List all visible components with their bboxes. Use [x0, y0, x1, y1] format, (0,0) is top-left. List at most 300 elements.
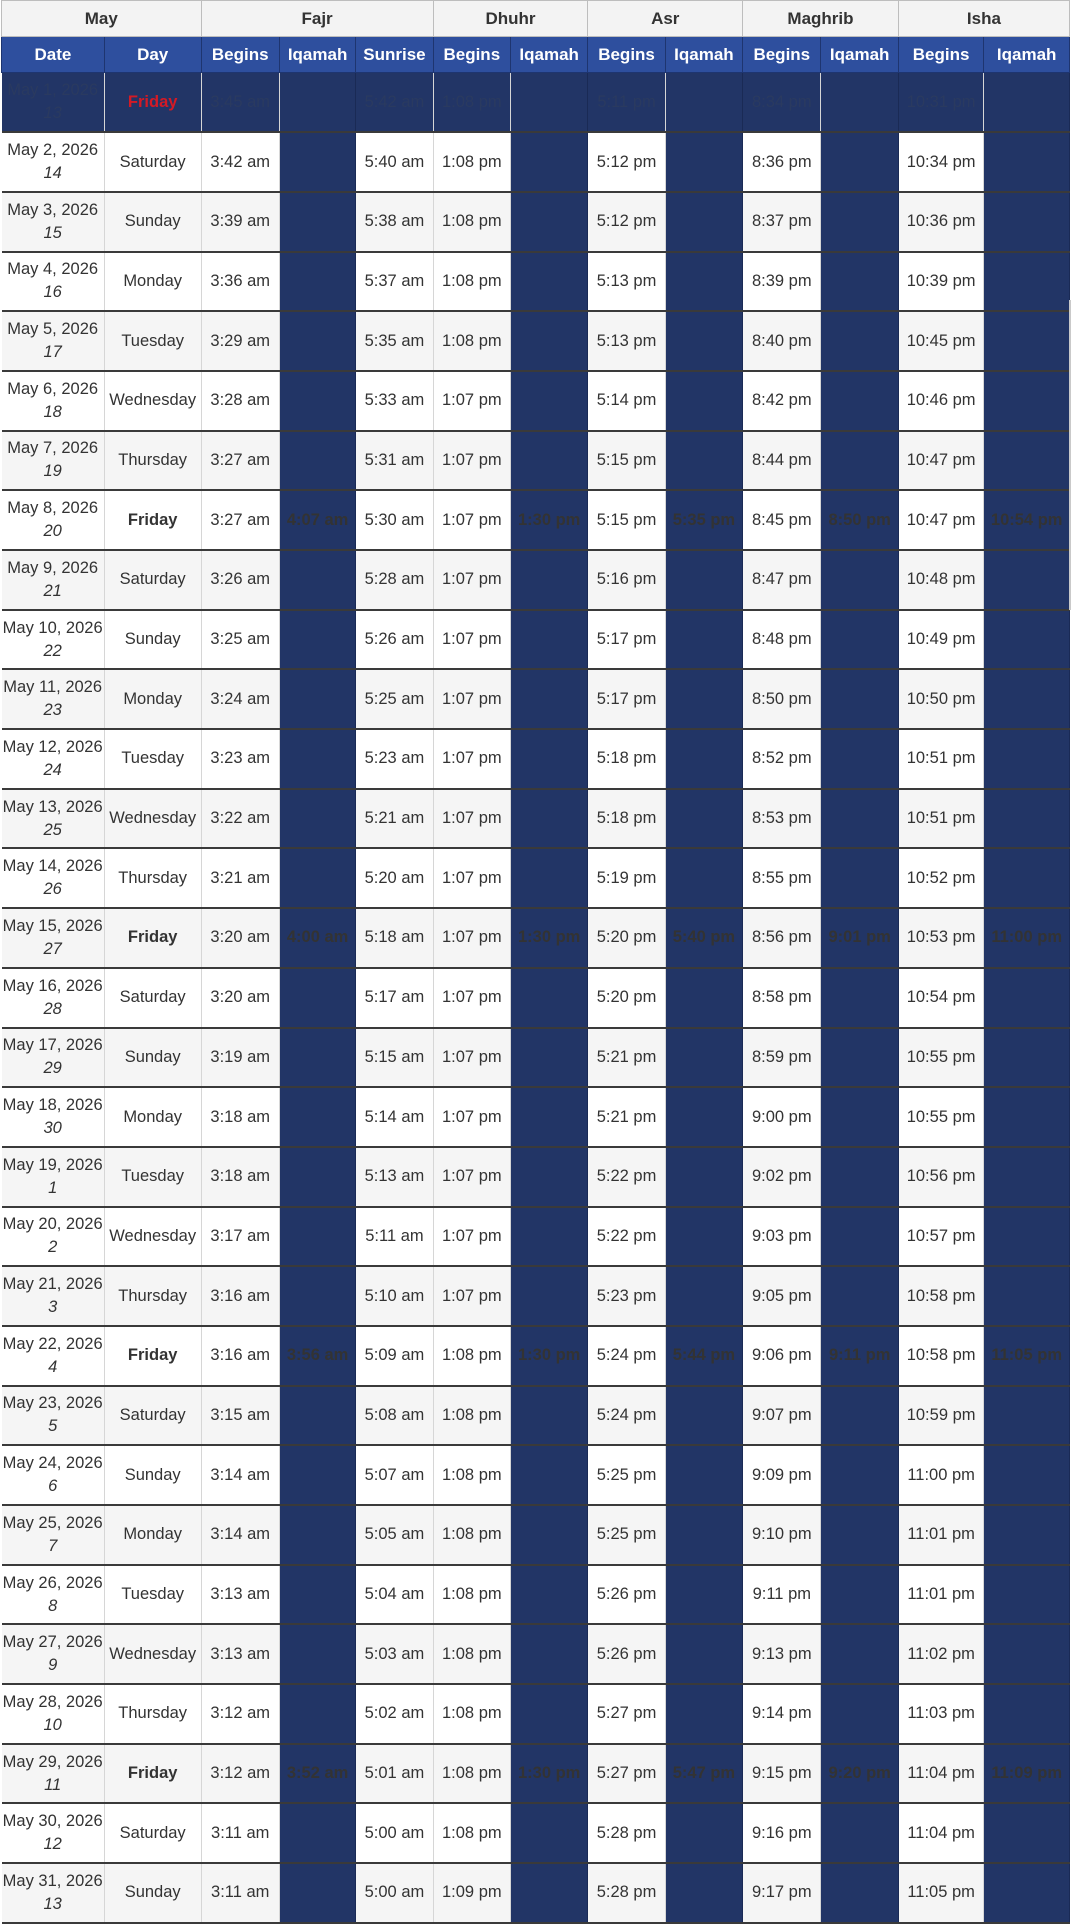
fajr-begins-cell: 3:28 am [201, 371, 279, 431]
sunrise-cell: 5:14 am [356, 1087, 433, 1147]
sunrise-cell: 5:21 am [356, 789, 433, 849]
asr-iqamah-cell: 5:44 pm [665, 1326, 742, 1386]
isha-iqamah-cell: 11:00 pm [984, 908, 1070, 968]
col-header-day: Day [104, 37, 201, 73]
day-cell: Friday [104, 490, 201, 550]
hijri-day: 13 [43, 1894, 62, 1913]
gregorian-date: May 30, 2026 [2, 1812, 103, 1831]
col-header-fajr-iqamah: Iqamah [279, 37, 355, 73]
hijri-day: 3 [48, 1298, 58, 1317]
date-cell [2, 1624, 105, 1684]
isha-iqamah-cell [984, 729, 1070, 789]
table-row [2, 610, 1070, 670]
day-cell: Tuesday [104, 1565, 201, 1625]
day-cell: Sunday [104, 1445, 201, 1505]
date-cell [2, 490, 105, 550]
isha-iqamah-cell [984, 1087, 1070, 1147]
table-row [2, 1505, 1070, 1565]
dhuhr-iqamah-cell [511, 1684, 588, 1744]
fajr-iqamah-cell [279, 1803, 355, 1863]
isha-iqamah-cell [984, 1684, 1070, 1744]
asr-begins-cell: 5:15 pm [588, 431, 665, 491]
isha-iqamah-cell [984, 1445, 1070, 1505]
date-cell [2, 848, 105, 908]
sunrise-cell: 5:03 am [356, 1624, 433, 1684]
table-row [2, 1684, 1070, 1744]
table-row [2, 1863, 1070, 1923]
isha-begins-cell: 10:31 pm [898, 73, 984, 133]
dhuhr-begins-cell: 1:08 pm [433, 1624, 510, 1684]
gregorian-date: May 8, 2026 [7, 499, 99, 518]
isha-iqamah-cell: 11:05 pm [984, 1326, 1070, 1386]
maghrib-begins-cell: 9:09 pm [743, 1445, 821, 1505]
date-cell [2, 1266, 105, 1326]
sunrise-cell: 5:00 am [356, 1863, 433, 1923]
date-cell [2, 252, 105, 312]
asr-begins-cell: 5:22 pm [588, 1207, 665, 1267]
col-header-sunrise: Sunrise [356, 37, 433, 73]
asr-begins-cell: 5:20 pm [588, 968, 665, 1028]
dhuhr-begins-cell: 1:07 pm [433, 1087, 510, 1147]
fajr-iqamah-cell [279, 1863, 355, 1923]
group-header-month: May [2, 1, 202, 37]
fajr-begins-cell: 3:39 am [201, 192, 279, 252]
maghrib-iqamah-cell: 9:01 pm [821, 908, 898, 968]
dhuhr-begins-cell: 1:07 pm [433, 371, 510, 431]
isha-iqamah-cell [984, 1028, 1070, 1088]
hijri-day: 8 [48, 1596, 58, 1615]
gregorian-date: May 16, 2026 [2, 976, 103, 995]
asr-begins-cell: 5:25 pm [588, 1445, 665, 1505]
maghrib-iqamah-cell [821, 1386, 898, 1446]
asr-iqamah-cell [665, 1684, 742, 1744]
isha-iqamah-cell [984, 1863, 1070, 1923]
sunrise-cell: 5:05 am [356, 1505, 433, 1565]
maghrib-begins-cell: 8:39 pm [743, 252, 821, 312]
dhuhr-begins-cell: 1:07 pm [433, 669, 510, 729]
date-cell [2, 729, 105, 789]
sunrise-cell: 5:07 am [356, 1445, 433, 1505]
maghrib-iqamah-cell: 9:11 pm [821, 1326, 898, 1386]
asr-iqamah-cell [665, 789, 742, 849]
asr-iqamah-cell [665, 1087, 742, 1147]
dhuhr-begins-cell: 1:08 pm [433, 132, 510, 192]
sunrise-cell: 5:15 am [356, 1028, 433, 1088]
isha-begins-cell: 10:58 pm [898, 1266, 984, 1326]
day-cell: Tuesday [104, 729, 201, 789]
isha-begins-cell: 10:53 pm [898, 908, 984, 968]
isha-iqamah-cell [984, 1386, 1070, 1446]
day-cell: Saturday [104, 1386, 201, 1446]
asr-begins-cell: 5:19 pm [588, 848, 665, 908]
group-header-dhuhr: Dhuhr [433, 1, 588, 37]
maghrib-begins-cell: 9:16 pm [743, 1803, 821, 1863]
date-cell [2, 1028, 105, 1088]
asr-iqamah-cell [665, 132, 742, 192]
isha-begins-cell: 10:34 pm [898, 132, 984, 192]
asr-begins-cell: 5:12 pm [588, 132, 665, 192]
gregorian-date: May 19, 2026 [2, 1155, 103, 1174]
date-cell [2, 431, 105, 491]
dhuhr-iqamah-cell [511, 610, 588, 670]
asr-iqamah-cell [665, 1505, 742, 1565]
asr-iqamah-cell [665, 1624, 742, 1684]
asr-iqamah-cell [665, 431, 742, 491]
day-cell: Monday [104, 669, 201, 729]
hijri-day: 24 [43, 760, 62, 779]
dhuhr-begins-cell: 1:07 pm [433, 729, 510, 789]
sunrise-cell: 5:31 am [356, 431, 433, 491]
fajr-iqamah-cell [279, 968, 355, 1028]
asr-iqamah-cell [665, 610, 742, 670]
fajr-begins-cell: 3:19 am [201, 1028, 279, 1088]
table-row [2, 311, 1070, 371]
dhuhr-iqamah-cell [511, 1624, 588, 1684]
gregorian-date: May 6, 2026 [7, 379, 99, 398]
dhuhr-begins-cell: 1:07 pm [433, 789, 510, 849]
isha-iqamah-cell [984, 431, 1070, 491]
fajr-iqamah-cell [279, 73, 355, 133]
fajr-iqamah-cell [279, 1505, 355, 1565]
table-row [2, 1744, 1070, 1804]
isha-begins-cell: 11:01 pm [898, 1505, 984, 1565]
sunrise-cell: 5:38 am [356, 192, 433, 252]
isha-iqamah-cell [984, 1266, 1070, 1326]
isha-iqamah-cell [984, 550, 1070, 610]
dhuhr-begins-cell: 1:07 pm [433, 610, 510, 670]
maghrib-begins-cell: 8:55 pm [743, 848, 821, 908]
maghrib-iqamah-cell [821, 669, 898, 729]
dhuhr-iqamah-cell: 1:30 pm [511, 490, 588, 550]
maghrib-begins-cell: 8:37 pm [743, 192, 821, 252]
hijri-day: 27 [43, 939, 62, 958]
fajr-begins-cell: 3:20 am [201, 968, 279, 1028]
day-cell: Friday [104, 73, 201, 133]
fajr-begins-cell: 3:11 am [201, 1863, 279, 1923]
asr-begins-cell: 5:13 pm [588, 311, 665, 371]
date-cell [2, 73, 105, 133]
gregorian-date: May 25, 2026 [2, 1513, 103, 1532]
maghrib-iqamah-cell [821, 431, 898, 491]
asr-iqamah-cell [665, 192, 742, 252]
dhuhr-begins-cell: 1:07 pm [433, 1207, 510, 1267]
asr-iqamah-cell [665, 1266, 742, 1326]
fajr-iqamah-cell [279, 1207, 355, 1267]
isha-iqamah-cell: 11:09 pm [984, 1744, 1070, 1804]
maghrib-iqamah-cell [821, 550, 898, 610]
date-cell [2, 610, 105, 670]
asr-iqamah-cell: 5:40 pm [665, 908, 742, 968]
day-cell: Tuesday [104, 311, 201, 371]
fajr-begins-cell: 3:26 am [201, 550, 279, 610]
day-cell: Thursday [104, 1684, 201, 1744]
asr-begins-cell: 5:24 pm [588, 1386, 665, 1446]
dhuhr-iqamah-cell [511, 1147, 588, 1207]
sunrise-cell: 5:30 am [356, 490, 433, 550]
table-row [2, 73, 1070, 133]
dhuhr-begins-cell: 1:08 pm [433, 1684, 510, 1744]
asr-begins-cell: 5:15 pm [588, 490, 665, 550]
asr-begins-cell: 5:18 pm [588, 729, 665, 789]
maghrib-iqamah-cell [821, 1087, 898, 1147]
gregorian-date: May 22, 2026 [2, 1334, 103, 1353]
day-cell: Saturday [104, 550, 201, 610]
fajr-begins-cell: 3:22 am [201, 789, 279, 849]
fajr-iqamah-cell [279, 1028, 355, 1088]
isha-begins-cell: 10:51 pm [898, 789, 984, 849]
sunrise-cell: 5:13 am [356, 1147, 433, 1207]
asr-iqamah-cell [665, 1863, 742, 1923]
hijri-day: 5 [48, 1417, 58, 1436]
group-header-isha: Isha [898, 1, 1069, 37]
maghrib-iqamah-cell [821, 1803, 898, 1863]
fajr-iqamah-cell [279, 1445, 355, 1505]
dhuhr-begins-cell: 1:08 pm [433, 192, 510, 252]
isha-begins-cell: 10:48 pm [898, 550, 984, 610]
table-row [2, 1028, 1070, 1088]
day-cell: Thursday [104, 431, 201, 491]
fajr-begins-cell: 3:14 am [201, 1505, 279, 1565]
fajr-iqamah-cell [279, 848, 355, 908]
dhuhr-begins-cell: 1:07 pm [433, 1028, 510, 1088]
isha-iqamah-cell [984, 371, 1070, 431]
isha-iqamah-cell [984, 1624, 1070, 1684]
asr-iqamah-cell [665, 848, 742, 908]
isha-iqamah-cell [984, 192, 1070, 252]
maghrib-begins-cell: 8:58 pm [743, 968, 821, 1028]
isha-begins-cell: 11:00 pm [898, 1445, 984, 1505]
fajr-iqamah-cell [279, 371, 355, 431]
header-column-row [2, 37, 1070, 73]
table-row [2, 908, 1070, 968]
maghrib-begins-cell: 9:06 pm [743, 1326, 821, 1386]
col-header-isha-begins: Begins [898, 37, 984, 73]
isha-iqamah-cell: 10:54 pm [984, 490, 1070, 550]
asr-iqamah-cell [665, 1028, 742, 1088]
dhuhr-iqamah-cell [511, 431, 588, 491]
hijri-day: 19 [43, 462, 62, 481]
hijri-day: 12 [43, 1835, 62, 1854]
isha-iqamah-cell [984, 132, 1070, 192]
fajr-iqamah-cell [279, 132, 355, 192]
sunrise-cell: 5:35 am [356, 311, 433, 371]
maghrib-begins-cell: 9:10 pm [743, 1505, 821, 1565]
date-cell [2, 1505, 105, 1565]
dhuhr-iqamah-cell: 1:30 pm [511, 908, 588, 968]
maghrib-iqamah-cell [821, 311, 898, 371]
table-row [2, 192, 1070, 252]
day-cell: Monday [104, 1505, 201, 1565]
isha-iqamah-cell [984, 1505, 1070, 1565]
isha-iqamah-cell [984, 610, 1070, 670]
day-cell: Wednesday [104, 371, 201, 431]
gregorian-date: May 14, 2026 [2, 857, 103, 876]
table-row [2, 1326, 1070, 1386]
maghrib-begins-cell: 8:56 pm [743, 908, 821, 968]
gregorian-date: May 1, 2026 [7, 81, 99, 100]
dhuhr-begins-cell: 1:08 pm [433, 252, 510, 312]
gregorian-date: May 31, 2026 [2, 1871, 103, 1890]
isha-iqamah-cell [984, 789, 1070, 849]
gregorian-date: May 17, 2026 [2, 1036, 103, 1055]
asr-iqamah-cell [665, 550, 742, 610]
date-cell [2, 1863, 105, 1923]
isha-begins-cell: 10:47 pm [898, 431, 984, 491]
maghrib-begins-cell: 8:52 pm [743, 729, 821, 789]
asr-begins-cell: 5:28 pm [588, 1863, 665, 1923]
isha-iqamah-cell [984, 1565, 1070, 1625]
isha-begins-cell: 10:47 pm [898, 490, 984, 550]
sunrise-cell: 5:18 am [356, 908, 433, 968]
dhuhr-begins-cell: 1:07 pm [433, 848, 510, 908]
group-header-maghrib: Maghrib [743, 1, 899, 37]
maghrib-begins-cell: 9:15 pm [743, 1744, 821, 1804]
day-cell: Saturday [104, 1803, 201, 1863]
maghrib-iqamah-cell: 8:50 pm [821, 490, 898, 550]
hijri-day: 11 [44, 1775, 62, 1794]
gregorian-date: May 2, 2026 [7, 141, 99, 160]
date-cell [2, 1744, 105, 1804]
fajr-begins-cell: 3:42 am [201, 132, 279, 192]
gregorian-date: May 15, 2026 [2, 916, 103, 935]
dhuhr-iqamah-cell [511, 669, 588, 729]
fajr-iqamah-cell [279, 789, 355, 849]
dhuhr-iqamah-cell: 1:30 pm [511, 1326, 588, 1386]
isha-begins-cell: 10:56 pm [898, 1147, 984, 1207]
maghrib-iqamah-cell [821, 1684, 898, 1744]
dhuhr-begins-cell: 1:08 pm [433, 1326, 510, 1386]
table-row [2, 1803, 1070, 1863]
gregorian-date: May 29, 2026 [2, 1752, 103, 1771]
hijri-day: 2 [48, 1238, 58, 1257]
hijri-day: 1 [48, 1178, 58, 1197]
gregorian-date: May 4, 2026 [7, 260, 99, 279]
date-cell [2, 371, 105, 431]
maghrib-iqamah-cell [821, 610, 898, 670]
asr-begins-cell: 5:16 pm [588, 550, 665, 610]
sunrise-cell: 5:37 am [356, 252, 433, 312]
maghrib-begins-cell: 9:07 pm [743, 1386, 821, 1446]
fajr-iqamah-cell [279, 1087, 355, 1147]
gregorian-date: May 21, 2026 [2, 1275, 103, 1294]
isha-begins-cell: 10:55 pm [898, 1087, 984, 1147]
asr-iqamah-cell [665, 1803, 742, 1863]
isha-begins-cell: 10:59 pm [898, 1386, 984, 1446]
hijri-day: 30 [43, 1119, 62, 1138]
isha-begins-cell: 11:04 pm [898, 1803, 984, 1863]
prayer-timetable [1, 0, 1070, 1924]
dhuhr-iqamah-cell [511, 848, 588, 908]
fajr-begins-cell: 3:12 am [201, 1684, 279, 1744]
dhuhr-iqamah-cell [511, 371, 588, 431]
asr-begins-cell: 5:21 pm [588, 1028, 665, 1088]
isha-begins-cell: 11:01 pm [898, 1565, 984, 1625]
isha-iqamah-cell [984, 1207, 1070, 1267]
maghrib-iqamah-cell [821, 1028, 898, 1088]
maghrib-begins-cell: 9:03 pm [743, 1207, 821, 1267]
maghrib-iqamah-cell [821, 1147, 898, 1207]
header-group-row [2, 1, 1070, 37]
hijri-day: 29 [43, 1059, 62, 1078]
maghrib-begins-cell: 8:47 pm [743, 550, 821, 610]
dhuhr-begins-cell: 1:08 pm [433, 1505, 510, 1565]
isha-begins-cell: 10:52 pm [898, 848, 984, 908]
asr-begins-cell: 5:12 pm [588, 192, 665, 252]
maghrib-begins-cell: 8:50 pm [743, 669, 821, 729]
date-cell [2, 192, 105, 252]
sunrise-cell: 5:11 am [356, 1207, 433, 1267]
fajr-begins-cell: 3:18 am [201, 1087, 279, 1147]
fajr-begins-cell: 3:23 am [201, 729, 279, 789]
asr-begins-cell: 5:27 pm [588, 1684, 665, 1744]
fajr-iqamah-cell [279, 252, 355, 312]
fajr-iqamah-cell [279, 1624, 355, 1684]
table-row [2, 1087, 1070, 1147]
asr-begins-cell: 5:25 pm [588, 1505, 665, 1565]
date-cell [2, 1207, 105, 1267]
asr-begins-cell: 5:27 pm [588, 1744, 665, 1804]
maghrib-begins-cell: 9:05 pm [743, 1266, 821, 1326]
fajr-begins-cell: 3:36 am [201, 252, 279, 312]
day-cell: Sunday [104, 610, 201, 670]
day-cell: Monday [104, 252, 201, 312]
asr-iqamah-cell [665, 73, 742, 133]
dhuhr-iqamah-cell [511, 789, 588, 849]
sunrise-cell: 5:20 am [356, 848, 433, 908]
hijri-day: 25 [43, 820, 62, 839]
gregorian-date: May 18, 2026 [2, 1096, 103, 1115]
dhuhr-begins-cell: 1:08 pm [433, 1744, 510, 1804]
col-header-asr-iqamah: Iqamah [665, 37, 742, 73]
isha-begins-cell: 10:36 pm [898, 192, 984, 252]
maghrib-iqamah-cell [821, 1565, 898, 1625]
gregorian-date: May 13, 2026 [2, 797, 103, 816]
asr-begins-cell: 5:17 pm [588, 669, 665, 729]
col-header-dhuhr-iqamah: Iqamah [511, 37, 588, 73]
maghrib-iqamah-cell [821, 1445, 898, 1505]
isha-begins-cell: 10:50 pm [898, 669, 984, 729]
dhuhr-iqamah-cell [511, 1266, 588, 1326]
maghrib-begins-cell: 9:13 pm [743, 1624, 821, 1684]
dhuhr-iqamah-cell [511, 252, 588, 312]
maghrib-iqamah-cell [821, 132, 898, 192]
dhuhr-begins-cell: 1:07 pm [433, 908, 510, 968]
col-header-maghrib-begins: Begins [743, 37, 821, 73]
date-cell [2, 132, 105, 192]
maghrib-iqamah-cell [821, 848, 898, 908]
fajr-begins-cell: 3:11 am [201, 1803, 279, 1863]
maghrib-iqamah-cell [821, 252, 898, 312]
isha-iqamah-cell [984, 669, 1070, 729]
fajr-iqamah-cell: 3:56 am [279, 1326, 355, 1386]
fajr-begins-cell: 3:13 am [201, 1565, 279, 1625]
isha-begins-cell: 11:04 pm [898, 1744, 984, 1804]
sunrise-cell: 5:01 am [356, 1744, 433, 1804]
dhuhr-iqamah-cell [511, 1386, 588, 1446]
col-header-maghrib-iqamah: Iqamah [821, 37, 898, 73]
isha-begins-cell: 11:05 pm [898, 1863, 984, 1923]
table-row [2, 729, 1070, 789]
day-cell: Tuesday [104, 1147, 201, 1207]
fajr-iqamah-cell [279, 1266, 355, 1326]
day-cell: Sunday [104, 1028, 201, 1088]
gregorian-date: May 23, 2026 [2, 1394, 103, 1413]
day-cell: Friday [104, 1326, 201, 1386]
maghrib-iqamah-cell [821, 1505, 898, 1565]
fajr-begins-cell: 3:21 am [201, 848, 279, 908]
dhuhr-begins-cell: 1:08 pm [433, 73, 510, 133]
sunrise-cell: 5:04 am [356, 1565, 433, 1625]
